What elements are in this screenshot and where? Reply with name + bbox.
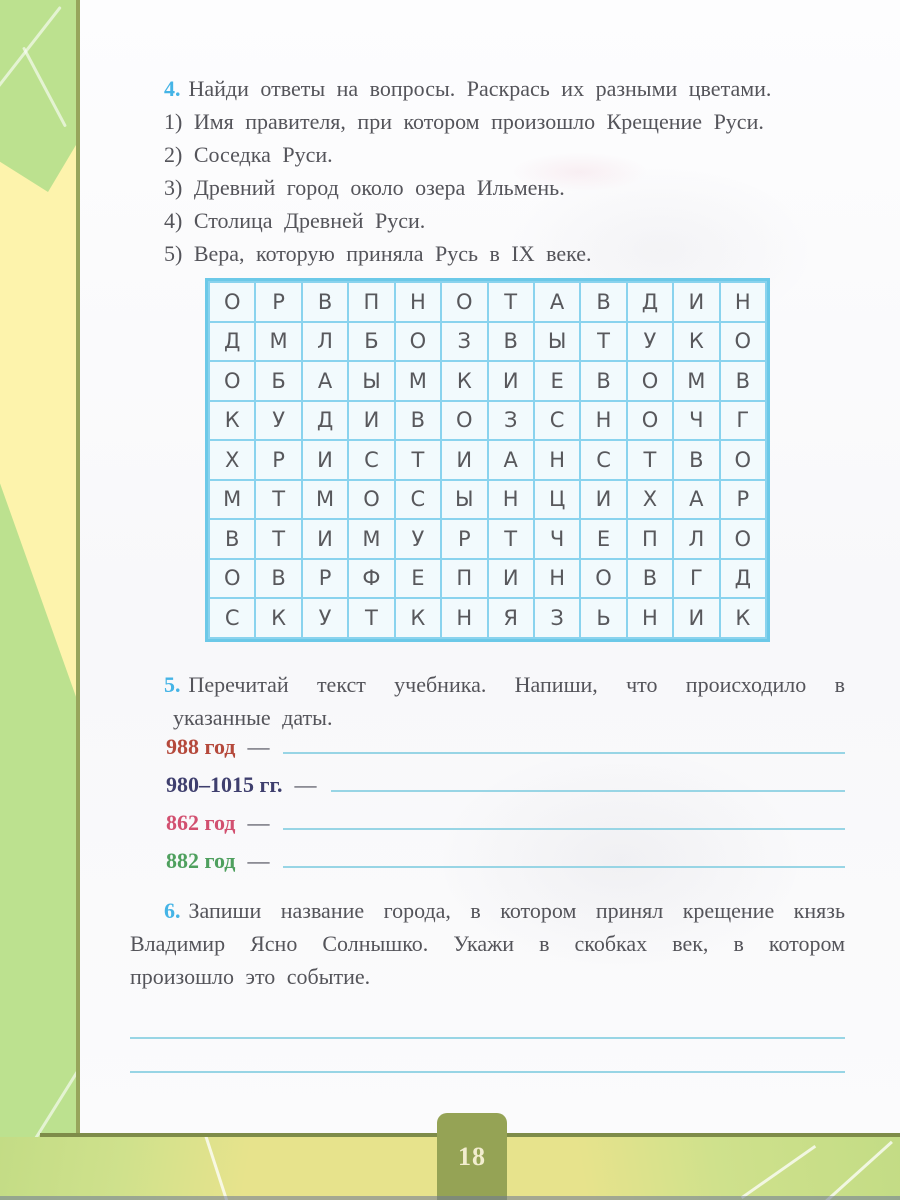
grid-cell: Ф xyxy=(349,560,393,598)
grid-cell: Л xyxy=(303,323,347,361)
grid-cell: Т xyxy=(396,441,440,479)
question-2: 2) Соседка Руси. xyxy=(164,142,333,167)
grid-cell: Ц xyxy=(535,481,579,519)
grid-cell: А xyxy=(674,481,718,519)
answer-line xyxy=(331,775,846,791)
grid-cell: Д xyxy=(303,402,347,440)
date-label-988: 988 год xyxy=(166,733,236,759)
grid-cell: Д xyxy=(721,560,765,598)
grid-cell: Я xyxy=(489,599,533,637)
leaf-vein xyxy=(203,1137,231,1200)
grid-cell: О xyxy=(210,560,254,598)
left-margin-decoration xyxy=(0,0,76,1137)
grid-cell: Т xyxy=(628,441,672,479)
task-6 xyxy=(130,894,845,1073)
grid-cell: О xyxy=(628,362,672,400)
grid-cell: Х xyxy=(210,441,254,479)
grid-cell: Б xyxy=(256,362,300,400)
grid-cell: И xyxy=(303,520,347,558)
word-search-grid xyxy=(205,278,770,642)
grid-cell: И xyxy=(489,362,533,400)
leaf-vein xyxy=(0,1047,76,1137)
leaf-decoration xyxy=(0,1137,270,1200)
grid-cell: И xyxy=(303,441,347,479)
answer-line xyxy=(130,1071,845,1073)
grid-cell: А xyxy=(535,283,579,321)
grid-cell: Р xyxy=(303,560,347,598)
grid-cell: Н xyxy=(581,402,625,440)
question-1: 1) Имя правителя, при котором произошло Крещение Руси. xyxy=(164,109,764,134)
grid-cell: У xyxy=(303,599,347,637)
leaf-vein xyxy=(22,47,67,128)
grid-cell: О xyxy=(349,481,393,519)
grid-cell: Л xyxy=(674,520,718,558)
question-4: 4) Столица Древней Руси. xyxy=(164,208,426,233)
grid-cell: С xyxy=(396,481,440,519)
grid-cell: К xyxy=(674,323,718,361)
grid-cell: В xyxy=(256,560,300,598)
answer-line xyxy=(283,813,845,829)
grid-cell: В xyxy=(721,362,765,400)
task-4-number: 4. xyxy=(164,76,181,101)
task-6-text-body: Запиши название города, в котором принял крещение князь Владимир Ясно Солнышко. Укажи в скобках век, в котором произошло это событие. xyxy=(130,897,845,989)
task-5-intro-text: Перечитай текст учебника. Напиши, что происходило в указанные даты. xyxy=(173,671,845,730)
task-4-intro-text: Найди ответы на вопросы. Раскрась их разными цветами. xyxy=(188,76,772,101)
grid-cell: З xyxy=(535,599,579,637)
grid-cell: Ь xyxy=(581,599,625,637)
grid-cell: Х xyxy=(628,481,672,519)
grid-cell: Ы xyxy=(442,481,486,519)
date-label-980-1015: 980–1015 гг. xyxy=(166,771,283,797)
grid-cell: Н xyxy=(721,283,765,321)
grid-cell: Н xyxy=(535,560,579,598)
date-row-980-1015 xyxy=(130,772,845,810)
grid-cell: О xyxy=(210,362,254,400)
grid-cell: К xyxy=(210,402,254,440)
grid-cell: З xyxy=(442,323,486,361)
dash: — xyxy=(247,809,270,835)
date-label-882: 882 год xyxy=(166,847,236,873)
grid-cell: Б xyxy=(349,323,393,361)
grid-cell: В xyxy=(489,323,533,361)
grid-cell: И xyxy=(581,481,625,519)
grid-cell: Д xyxy=(210,323,254,361)
grid-cell: М xyxy=(674,362,718,400)
grid-cell: Т xyxy=(581,323,625,361)
question-5: 5) Вера, которую приняла Русь в IX веке. xyxy=(164,241,592,266)
grid-cell: В xyxy=(674,441,718,479)
grid-cell: Е xyxy=(396,560,440,598)
task-4-intro xyxy=(130,72,845,105)
leaf-decoration xyxy=(0,470,76,1137)
leaf-decoration xyxy=(570,1137,900,1200)
grid-cell: О xyxy=(442,283,486,321)
grid-cell: А xyxy=(489,441,533,479)
task-5-intro xyxy=(130,668,845,734)
grid-cell: В xyxy=(628,560,672,598)
task-5-number: 5. xyxy=(164,671,181,697)
grid-cell: У xyxy=(396,520,440,558)
answer-line xyxy=(283,851,845,867)
grid-cell: С xyxy=(535,402,579,440)
page-number-tab xyxy=(437,1113,507,1200)
grid-cell: Т xyxy=(489,520,533,558)
leaf-vein xyxy=(741,1145,816,1199)
grid-cell: Н xyxy=(489,481,533,519)
grid-cell: С xyxy=(349,441,393,479)
date-label-862: 862 год xyxy=(166,809,236,835)
grid-cell: В xyxy=(396,402,440,440)
grid-cell: Р xyxy=(442,520,486,558)
grid-cell: М xyxy=(396,362,440,400)
date-row-882 xyxy=(130,848,845,886)
workbook-page xyxy=(80,0,900,1137)
grid-cell: Р xyxy=(256,441,300,479)
leaf-decoration xyxy=(0,0,76,192)
task-6-number: 6. xyxy=(164,897,181,923)
leaf-vein xyxy=(824,1141,893,1200)
grid-cell: П xyxy=(628,520,672,558)
date-row-988 xyxy=(130,734,845,772)
grid-cell: О xyxy=(628,402,672,440)
grid-cell: Д xyxy=(628,283,672,321)
grid-cell: З xyxy=(489,402,533,440)
grid-cell: О xyxy=(442,402,486,440)
grid-cell: И xyxy=(674,599,718,637)
grid-cell: Е xyxy=(535,362,579,400)
grid-cell: Г xyxy=(674,560,718,598)
page-number: 18 xyxy=(458,1141,486,1171)
grid-cell: П xyxy=(349,283,393,321)
grid-cell: И xyxy=(674,283,718,321)
grid-cell: К xyxy=(442,362,486,400)
grid-cell: Ч xyxy=(674,402,718,440)
grid-cell: О xyxy=(721,441,765,479)
grid-cell: М xyxy=(349,520,393,558)
question-3: 3) Древний город около озера Ильмень. xyxy=(164,175,565,200)
grid-cell: М xyxy=(303,481,347,519)
grid-cell: М xyxy=(256,323,300,361)
grid-cell: Т xyxy=(256,481,300,519)
grid-cell: В xyxy=(581,283,625,321)
grid-cell: В xyxy=(210,520,254,558)
answer-line xyxy=(130,1037,845,1039)
grid-cell: А xyxy=(303,362,347,400)
grid-cell: Ы xyxy=(349,362,393,400)
grid-cell: О xyxy=(721,520,765,558)
grid-cell: Т xyxy=(349,599,393,637)
grid-cell: Н xyxy=(442,599,486,637)
grid-cell: Н xyxy=(396,283,440,321)
grid-cell: И xyxy=(442,441,486,479)
grid-cell: Е xyxy=(581,520,625,558)
grid-cell: К xyxy=(721,599,765,637)
grid-cell: О xyxy=(396,323,440,361)
grid-cell: О xyxy=(210,283,254,321)
task-5 xyxy=(130,668,845,886)
grid-cell: Н xyxy=(628,599,672,637)
grid-cell: Т xyxy=(256,520,300,558)
grid-cell: О xyxy=(581,560,625,598)
grid-cell: В xyxy=(303,283,347,321)
grid-cell: Н xyxy=(535,441,579,479)
grid-cell: К xyxy=(396,599,440,637)
grid-cell: Г xyxy=(721,402,765,440)
grid-cell: Т xyxy=(489,283,533,321)
grid-cell: О xyxy=(721,323,765,361)
grid-cell: У xyxy=(628,323,672,361)
grid-cell: Р xyxy=(256,283,300,321)
grid-cell: У xyxy=(256,402,300,440)
date-row-862 xyxy=(130,810,845,848)
grid-cell: Ы xyxy=(535,323,579,361)
task-6-text xyxy=(130,894,845,993)
grid-cell: Ч xyxy=(535,520,579,558)
photo-bottom-edge xyxy=(0,1196,900,1200)
dash: — xyxy=(247,733,270,759)
grid-cell: П xyxy=(442,560,486,598)
grid-cell: С xyxy=(210,599,254,637)
task-4 xyxy=(130,72,845,270)
grid-cell: С xyxy=(581,441,625,479)
answer-line xyxy=(283,737,845,753)
dash: — xyxy=(247,847,270,873)
grid-cell: В xyxy=(581,362,625,400)
dash: — xyxy=(294,771,317,797)
grid-cell: И xyxy=(489,560,533,598)
grid-cell: К xyxy=(256,599,300,637)
grid-cell: И xyxy=(349,402,393,440)
grid-cell: Р xyxy=(721,481,765,519)
grid-cell: М xyxy=(210,481,254,519)
